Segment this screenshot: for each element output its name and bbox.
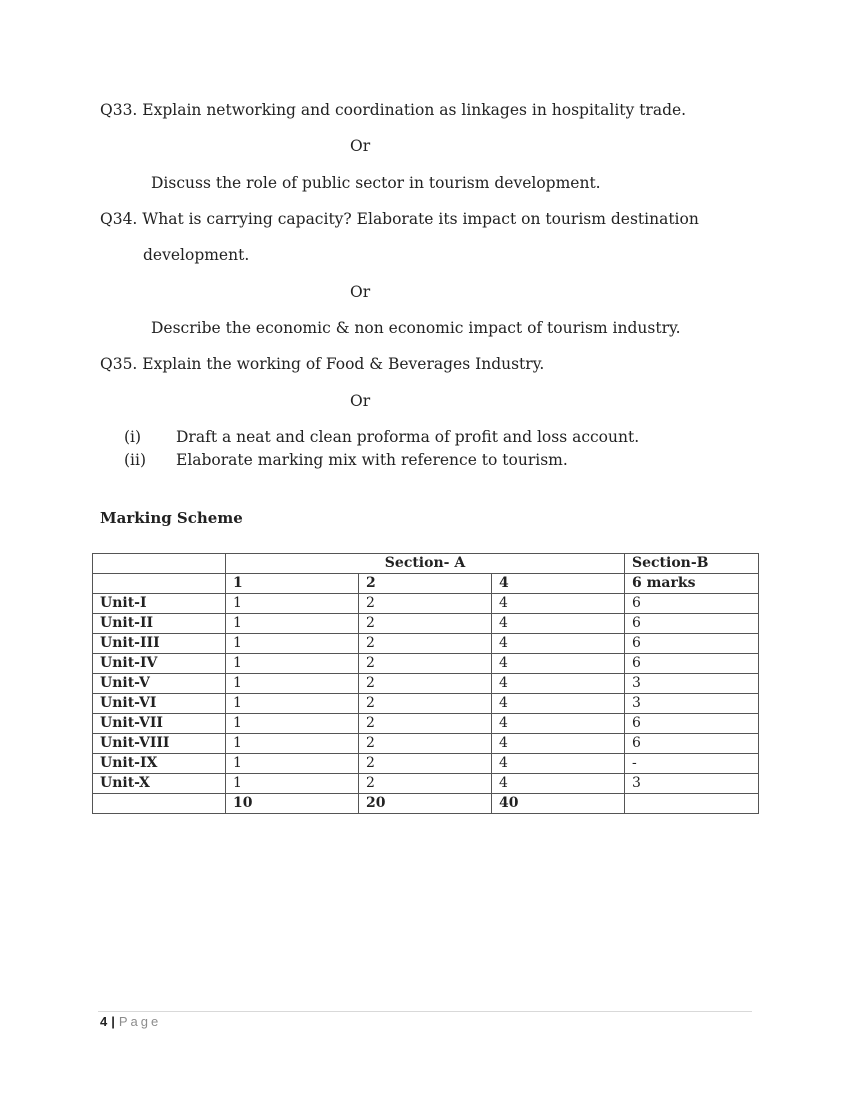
table-cell: 4 — [492, 614, 625, 634]
table-subheader-row — [93, 574, 759, 594]
unit-label: Unit-VIII — [93, 734, 226, 754]
table-cell: 6 — [625, 614, 759, 634]
table-cell: 6 — [625, 734, 759, 754]
table-row — [93, 734, 759, 754]
list-item-number: (ii) — [124, 451, 147, 469]
table-cell: 1 — [226, 714, 359, 734]
section-b-header: Section-B — [625, 554, 759, 574]
table-cell: 2 — [359, 614, 492, 634]
list-item-text: Elaborate marking mix with reference to tourism. — [176, 451, 568, 469]
table-cell: 4 — [492, 714, 625, 734]
table-row — [93, 694, 759, 714]
total-4-marks: 40 — [492, 794, 625, 814]
unit-label: Unit-IV — [93, 654, 226, 674]
table-cell: 4 — [492, 634, 625, 654]
table-row — [93, 654, 759, 674]
table-cell: 4 — [492, 694, 625, 714]
table-cell: 6 — [625, 594, 759, 614]
table-cell: 3 — [625, 674, 759, 694]
marks-2-header: 2 — [359, 574, 492, 594]
table-cell: 4 — [492, 774, 625, 794]
table-cell: 4 — [492, 654, 625, 674]
footer-separator: | — [111, 1014, 115, 1029]
total-1-marks: 10 — [226, 794, 359, 814]
marks-1-header: 1 — [226, 574, 359, 594]
table-cell: 1 — [226, 754, 359, 774]
marking-scheme-heading: Marking Scheme — [100, 509, 243, 527]
table-cell: 2 — [359, 714, 492, 734]
marking-scheme-table — [92, 553, 759, 814]
unit-label: Unit-IX — [93, 754, 226, 774]
table-cell: 1 — [226, 594, 359, 614]
question-34: Q34. What is carrying capacity? Elaborate its impact on tourism destination — [100, 210, 699, 228]
table-cell: 4 — [492, 754, 625, 774]
table-cell: 2 — [359, 634, 492, 654]
table-cell: 2 — [359, 594, 492, 614]
table-cell: 2 — [359, 754, 492, 774]
table-cell: 6 — [625, 714, 759, 734]
unit-label: Unit-X — [93, 774, 226, 794]
unit-label: Unit-V — [93, 674, 226, 694]
table-row — [93, 594, 759, 614]
table-cell: 4 — [492, 674, 625, 694]
table-cell: 6 — [625, 654, 759, 674]
or-separator-35: Or — [350, 392, 371, 410]
table-cell-empty — [93, 554, 226, 574]
question-34-continuation: development. — [143, 246, 250, 264]
table-cell: 4 — [492, 594, 625, 614]
table-cell: 1 — [226, 774, 359, 794]
table-row — [93, 674, 759, 694]
table-cell: 3 — [625, 694, 759, 714]
list-item-text: Draft a neat and clean proforma of profit and loss account. — [176, 428, 640, 446]
total-2-marks: 20 — [359, 794, 492, 814]
table-cell: 4 — [492, 734, 625, 754]
marks-4-header: 4 — [492, 574, 625, 594]
page-label: Page — [118, 1014, 162, 1029]
section-a-header: Section- A — [226, 554, 625, 574]
unit-label: Unit-III — [93, 634, 226, 654]
page-footer — [100, 1014, 161, 1029]
question-33-alternative: Discuss the role of public sector in tourism development. — [151, 174, 601, 192]
table-cell: 2 — [359, 674, 492, 694]
table-cell: 1 — [226, 654, 359, 674]
table-cell-empty — [93, 574, 226, 594]
table-row — [93, 634, 759, 654]
table-cell: - — [625, 754, 759, 774]
table-cell: 6 — [625, 634, 759, 654]
table-row — [93, 774, 759, 794]
unit-label: Unit-II — [93, 614, 226, 634]
unit-label: Unit-I — [93, 594, 226, 614]
footer-divider — [98, 1011, 752, 1012]
question-34-alternative: Describe the economic & non economic impact of tourism industry. — [151, 319, 681, 337]
table-cell: 1 — [226, 674, 359, 694]
or-separator-34: Or — [350, 283, 371, 301]
table-cell-empty — [93, 794, 226, 814]
table-row — [93, 754, 759, 774]
table-cell: 1 — [226, 614, 359, 634]
table-cell: 1 — [226, 694, 359, 714]
unit-label: Unit-VII — [93, 714, 226, 734]
page-number: 4 — [100, 1014, 108, 1029]
table-cell: 2 — [359, 774, 492, 794]
table-cell: 1 — [226, 634, 359, 654]
total-6-marks — [625, 794, 759, 814]
table-row — [93, 714, 759, 734]
table-row — [93, 614, 759, 634]
table-cell: 2 — [359, 694, 492, 714]
question-35: Q35. Explain the working of Food & Beverages Industry. — [100, 355, 545, 373]
unit-label: Unit-VI — [93, 694, 226, 714]
or-separator-33: Or — [350, 137, 371, 155]
table-cell: 3 — [625, 774, 759, 794]
table-cell: 2 — [359, 734, 492, 754]
table-cell: 2 — [359, 654, 492, 674]
list-item-number: (i) — [124, 428, 142, 446]
question-33: Q33. Explain networking and coordination as linkages in hospitality trade. — [100, 101, 687, 119]
table-header-row — [93, 554, 759, 574]
table-totals-row — [93, 794, 759, 814]
marks-6-header: 6 marks — [625, 574, 759, 594]
table-cell: 1 — [226, 734, 359, 754]
